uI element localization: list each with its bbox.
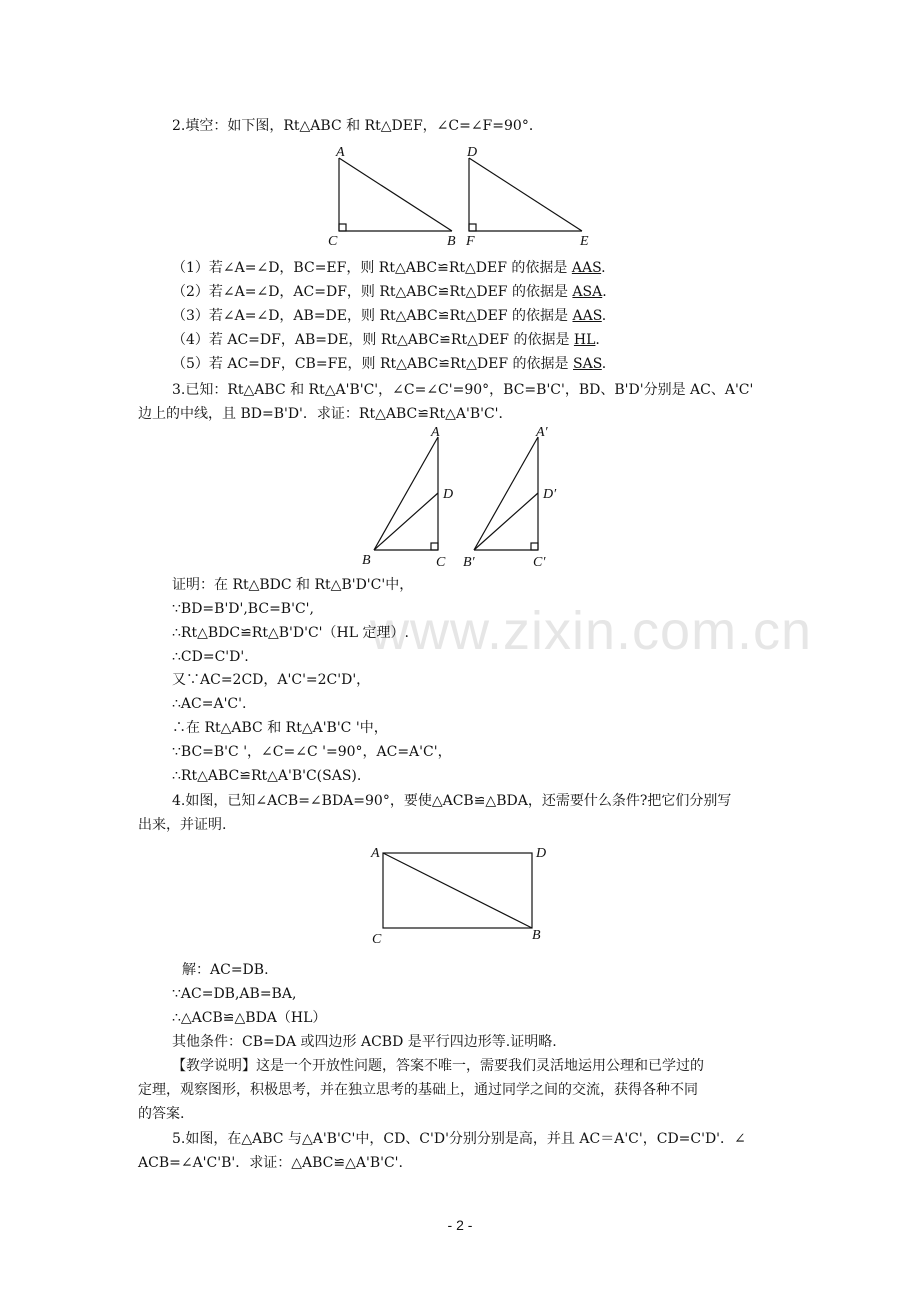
q4-stem-line-2: 出来，并证明.	[138, 817, 227, 833]
q3-proof-line: ∵BC=B'C '，∠C=∠C '=90°，AC=A'C'，	[172, 744, 452, 760]
label-a-rect: A	[371, 846, 380, 861]
q3-proof-line: 证明：在 Rt△BDC 和 Rt△B'D'C'中，	[172, 577, 414, 593]
label-c-left: C	[436, 555, 446, 570]
q3-proof-line: 又∵AC=2CD，A'C'=2C'D'，	[172, 672, 371, 688]
q3-proof-line: ∴Rt△ABC≌Rt△A'B'C(SAS).	[172, 768, 362, 784]
label-b: B	[447, 234, 456, 249]
q2-item-5: （5）若 AC=DF，CB=FE，则 Rt△ABC≌Rt△DEF 的依据是 SAS.	[172, 356, 607, 372]
label-d-left: D	[443, 487, 454, 502]
label-b-prime: B′	[463, 555, 475, 570]
q2-stem: 2.填空：如下图，Rt△ABC 和 Rt△DEF，∠C=∠F=90°．	[172, 118, 543, 134]
q4-solution-line: 解：AC=DB.	[182, 962, 269, 978]
q3-stem-line-2: 边上的中线，且 BD=B'D'．求证：Rt△ABC≌Rt△A'B'C'．	[138, 406, 513, 422]
q2-item-2: （2）若∠A=∠D，AC=DF，则 Rt△ABC≌Rt△DEF 的依据是 ASA.	[172, 284, 607, 300]
q4-solution-line: ∵AC=DB,AB=BA,	[172, 986, 297, 1002]
q5-stem-line-1: 5.如图，在△ABC 与△A'B'C'中，CD、C'D'分别分别是高，并且 AC＝A'C'，CD=C'D'．∠	[172, 1131, 746, 1147]
label-a-prime: A′	[536, 425, 548, 440]
q3-proof-line: ∴Rt△BDC≌Rt△B'D'C'（HL 定理）.	[172, 625, 409, 641]
watermark: www.zixin.com.cn	[370, 601, 813, 661]
teaching-note-line-1: 【教学说明】这是一个开放性问题，答案不唯一，需要我们灵活地运用公理和已学过的	[172, 1058, 704, 1074]
label-b-left: B	[362, 553, 371, 568]
label-d-prime: D′	[543, 487, 557, 502]
label-a: A	[336, 145, 345, 160]
triangle-abc-prime-median-figure	[474, 437, 538, 550]
label-f: F	[466, 234, 475, 249]
label-c-prime: C′	[533, 555, 546, 570]
triangle-abc-median-figure	[374, 437, 438, 550]
teaching-note-line-2: 定理，观察图形，积极思考，并在独立思考的基础上，通过同学之间的交流，获得各种不同	[138, 1082, 698, 1098]
label-d: D	[467, 145, 478, 160]
label-c: C	[328, 234, 338, 249]
teaching-note-line-3: 的答案.	[138, 1106, 185, 1122]
q4-stem-line-1: 4.如图，已知∠ACB=∠BDA=90°，要使△ACB≌△BDA，还需要什么条件?把它们分别写	[172, 793, 732, 809]
label-e: E	[580, 234, 589, 249]
label-b-rect: B	[532, 928, 541, 943]
label-c-rect: C	[372, 932, 382, 947]
answer-3: AAS	[572, 308, 602, 324]
triangle-abc-figure	[339, 158, 452, 231]
answer-4: HL	[573, 332, 596, 348]
q4-solution-line: ∴△ACB≌△BDA（HL）	[172, 1010, 327, 1026]
q5-stem-line-2: ACB=∠A'C'B'．求证：△ABC≌△A'B'C'.	[138, 1155, 403, 1171]
answer-1: AAS	[571, 260, 602, 276]
answer-5: SAS	[573, 356, 602, 372]
q3-proof-line: ∴在 Rt△ABC 和 Rt△A'B'C '中，	[172, 720, 388, 736]
q3-stem-line-1: 3.已知：Rt△ABC 和 Rt△A'B'C'，∠C=∠C'=90°，BC=B'C'，BD、B'D'分别是 AC、A'C'	[172, 382, 754, 398]
q2-item-3: （3）若∠A=∠D，AB=DE，则 Rt△ABC≌Rt△DEF 的依据是 AAS.	[172, 308, 607, 324]
page-number: - 2 -	[447, 1217, 473, 1233]
q3-proof-line: ∴CD=C'D'.	[172, 649, 249, 665]
triangle-def-figure	[469, 158, 582, 231]
q3-proof-line: ∴AC=A'C'.	[172, 696, 247, 712]
q2-item-1: （1）若∠A=∠D，BC=EF，则 Rt△ABC≌Rt△DEF 的依据是 AAS.	[172, 260, 606, 276]
q4-solution-line: 其他条件：CB=DA 或四边形 ACBD 是平行四边形等.证明略.	[172, 1034, 557, 1050]
label-d-rect: D	[536, 846, 547, 861]
label-a-left: A	[431, 425, 440, 440]
rectangle-acbd-figure	[383, 853, 532, 928]
q3-proof-line: ∵BD=B'D',BC=B'C',	[172, 601, 314, 617]
q2-item-4: （4）若 AC=DF，AB=DE，则 Rt△ABC≌Rt△DEF 的依据是 HL.	[172, 332, 600, 348]
answer-2: ASA	[572, 284, 603, 300]
